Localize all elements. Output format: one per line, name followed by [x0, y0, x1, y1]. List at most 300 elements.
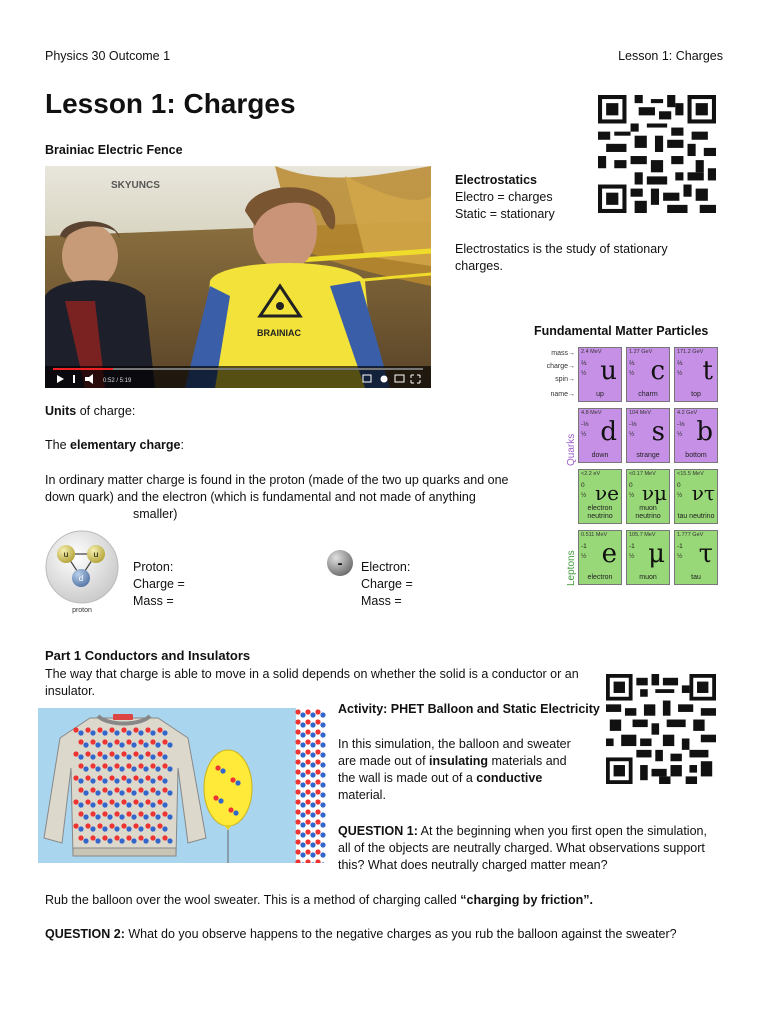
conductive-term: conductive — [476, 771, 543, 785]
sweater-positive-charge — [138, 811, 143, 816]
particle-cell-bottom — [674, 408, 718, 463]
sweater-negative-charge — [83, 742, 88, 747]
activity-line-1: In this simulation, the balloon and sweater — [338, 737, 571, 751]
row-label-name: name→ — [550, 391, 575, 398]
wall-negative-charge — [310, 812, 315, 817]
particle-spin: ½ — [629, 553, 635, 560]
particle-symbol: u — [600, 356, 617, 386]
wall-negative-charge — [300, 732, 305, 737]
proton-label: Proton: — [133, 560, 174, 574]
wall-positive-charge — [305, 769, 310, 774]
sweater-positive-charge — [97, 727, 102, 732]
sweater-negative-charge — [155, 814, 160, 819]
wall-positive-charge — [315, 769, 320, 774]
wall-negative-charge — [320, 712, 325, 717]
sweater-positive-charge — [162, 763, 167, 768]
wall-positive-charge — [315, 849, 320, 854]
particle-cell-down — [578, 408, 622, 463]
leptons-label: Leptons — [566, 550, 577, 586]
particle-mass: <15.5 MeV — [677, 471, 704, 477]
wall-positive-charge — [295, 779, 300, 784]
particle-symbol: ντ — [691, 481, 715, 505]
particle-cell-electron — [578, 530, 622, 585]
sweater-negative-charge — [107, 814, 112, 819]
sweater-positive-charge — [85, 751, 90, 756]
sweater-positive-charge — [97, 823, 102, 828]
sweater-negative-charge — [138, 826, 143, 831]
wall-negative-charge — [310, 742, 315, 747]
balloon-positive-charge — [230, 777, 235, 782]
sweater-positive-charge — [102, 739, 107, 744]
sweater-negative-charge — [126, 754, 131, 759]
particle-cell-electron-neutrino — [578, 469, 622, 524]
sweater-positive-charge — [78, 835, 83, 840]
settings-icon[interactable] — [381, 376, 388, 383]
particle-symbol: s — [651, 417, 665, 447]
wall-positive-charge — [305, 719, 310, 724]
sweater-negative-charge — [90, 826, 95, 831]
sweater-negative-charge — [143, 814, 148, 819]
wall-positive-charge — [315, 809, 320, 814]
qr-code-activity[interactable] — [606, 673, 716, 785]
sweater-negative-charge — [119, 814, 124, 819]
sweater-positive-charge — [138, 835, 143, 840]
particle-spin: ½ — [629, 370, 635, 377]
next-icon[interactable] — [73, 375, 75, 383]
sweater-negative-charge — [114, 754, 119, 759]
wall-negative-charge — [310, 832, 315, 837]
electron-symbol: - — [337, 555, 343, 572]
balloon-negative-charge — [218, 798, 223, 803]
wall-positive-charge — [305, 789, 310, 794]
wall-negative-charge — [300, 792, 305, 797]
question-1-line-3: this? What does neutrally charged matter mean? — [338, 858, 608, 872]
sweater-positive-charge — [133, 799, 138, 804]
sweater-negative-charge — [107, 838, 112, 843]
sweater-positive-charge — [90, 835, 95, 840]
wall-positive-charge — [295, 769, 300, 774]
sweater-positive-charge — [145, 727, 150, 732]
wall-negative-charge — [310, 842, 315, 847]
sweater-positive-charge — [126, 835, 131, 840]
sweater-negative-charge — [114, 802, 119, 807]
quarks-label: Quarks — [566, 433, 577, 466]
wall-negative-charge — [310, 762, 315, 767]
sweater-negative-charge — [102, 826, 107, 831]
sweater-negative-charge — [126, 778, 131, 783]
particle-charge: -1 — [677, 543, 683, 550]
balloon-negative-charge — [233, 810, 238, 815]
sweater-positive-charge — [102, 835, 107, 840]
wall-positive-charge — [295, 849, 300, 854]
sweater-positive-charge — [157, 727, 162, 732]
sweater-negative-charge — [167, 766, 172, 771]
sweater-negative-charge — [83, 766, 88, 771]
wall-positive-charge — [295, 799, 300, 804]
electrostatics-definition-1: Electrostatics is the study of stationary — [455, 242, 668, 256]
sweater-negative-charge — [150, 826, 155, 831]
particle-symbol: c — [650, 356, 665, 386]
elementary-charge-line — [45, 437, 184, 454]
sweater-positive-charge — [78, 763, 83, 768]
wall-positive-charge — [315, 709, 320, 714]
wall-positive-charge — [295, 789, 300, 794]
particle-cell-tau — [674, 530, 718, 585]
sweater-positive-charge — [138, 787, 143, 792]
particle-cell-strange — [626, 408, 670, 463]
wall-positive-charge — [315, 719, 320, 724]
wall-negative-charge — [300, 852, 305, 857]
sweater-positive-charge — [162, 835, 167, 840]
ordinary-matter-3: smaller) — [133, 507, 178, 521]
sweater-negative-charge — [114, 730, 119, 735]
sweater-positive-charge — [109, 799, 114, 804]
sweater-negative-charge — [90, 754, 95, 759]
particle-cell-up — [578, 347, 622, 402]
wall-negative-charge — [320, 802, 325, 807]
wall-negative-charge — [310, 822, 315, 827]
qr-code-top[interactable] — [598, 95, 716, 213]
sweater-positive-charge — [78, 787, 83, 792]
wall-negative-charge — [320, 832, 325, 837]
wall-negative-charge — [320, 852, 325, 857]
sweater-positive-charge — [145, 823, 150, 828]
wall-positive-charge — [295, 709, 300, 714]
wall-negative-charge — [320, 722, 325, 727]
sweater-positive-charge — [162, 787, 167, 792]
sweater-negative-charge — [138, 730, 143, 735]
sweater-positive-charge — [97, 751, 102, 756]
wall-positive-charge — [315, 799, 320, 804]
particle-mass: 105.7 MeV — [629, 532, 656, 538]
wall-positive-charge — [305, 779, 310, 784]
wall-positive-charge — [305, 829, 310, 834]
shirt-text: BRAINIAC — [257, 328, 301, 338]
wall-positive-charge — [295, 829, 300, 834]
sweater-negative-charge — [143, 766, 148, 771]
wall-positive-charge — [315, 759, 320, 764]
balloon-negative-charge — [235, 780, 240, 785]
quark-u1: u — [63, 550, 69, 559]
sweater-negative-charge — [155, 742, 160, 747]
sweater-negative-charge — [107, 790, 112, 795]
sweater-positive-charge — [109, 823, 114, 828]
sweater-positive-charge — [73, 823, 78, 828]
sweater-negative-charge — [167, 790, 172, 795]
sweater-positive-charge — [133, 751, 138, 756]
wall-negative-charge — [310, 852, 315, 857]
sweater-positive-charge — [78, 811, 83, 816]
particle-charge: -1 — [629, 543, 635, 550]
sweater-positive-charge — [121, 775, 126, 780]
particle-charge: 0 — [581, 482, 585, 489]
question-1-line-2: all of the objects are neutrally charged. What observations support — [338, 841, 705, 855]
sweater-positive-charge — [126, 787, 131, 792]
wall-negative-charge — [310, 792, 315, 797]
sweater-negative-charge — [143, 838, 148, 843]
sweater-positive-charge — [145, 751, 150, 756]
particle-charge: 0 — [629, 482, 633, 489]
particle-spin: ½ — [581, 370, 587, 377]
wall-positive-charge — [295, 739, 300, 744]
sweater-positive-charge — [133, 775, 138, 780]
particle-mass: 2.4 MeV — [581, 349, 602, 355]
sweater-negative-charge — [143, 742, 148, 747]
wall-negative-charge — [320, 822, 325, 827]
simulation-graphic — [38, 708, 330, 863]
particle-cell-top — [674, 347, 718, 402]
question-1-label: QUESTION 1: — [338, 824, 418, 838]
units-line — [45, 403, 135, 420]
wall-negative-charge — [300, 722, 305, 727]
particle-charge: ⅔ — [677, 360, 683, 367]
wall-negative-charge — [310, 782, 315, 787]
sweater-negative-charge — [131, 838, 136, 843]
sweater-negative-charge — [90, 730, 95, 735]
sweater-positive-charge — [109, 727, 114, 732]
wall-negative-charge — [300, 842, 305, 847]
wall-negative-charge — [320, 782, 325, 787]
particle-symbol: e — [601, 539, 617, 569]
sweater-positive-charge — [102, 763, 107, 768]
video-watermark: SKYUNCS — [111, 180, 160, 191]
wall-positive-charge — [305, 739, 310, 744]
wall-negative-charge — [320, 812, 325, 817]
sweater-positive-charge — [102, 787, 107, 792]
sweater-positive-charge — [157, 775, 162, 780]
sweater-negative-charge — [155, 790, 160, 795]
sweater-positive-charge — [85, 799, 90, 804]
sweater-negative-charge — [138, 778, 143, 783]
simulation-screenshot — [38, 708, 330, 863]
particle-mass: 171.2 GeV — [677, 349, 704, 355]
wall-positive-charge — [295, 729, 300, 734]
particle-symbol: b — [696, 417, 713, 447]
wall-negative-charge — [300, 802, 305, 807]
video-time: 0:52 / 5:19 — [103, 378, 132, 384]
sweater-positive-charge — [126, 763, 131, 768]
wall-negative-charge — [300, 762, 305, 767]
sweater-positive-charge — [121, 751, 126, 756]
particle-charge: ⅔ — [629, 360, 635, 367]
sweater-negative-charge — [83, 814, 88, 819]
sweater-negative-charge — [119, 838, 124, 843]
sweater-positive-charge — [85, 775, 90, 780]
sweater-negative-charge — [95, 814, 100, 819]
sweater-positive-charge — [157, 799, 162, 804]
particle-mass: 4.2 GeV — [677, 410, 698, 416]
sweater-negative-charge — [150, 730, 155, 735]
sweater-positive-charge — [162, 739, 167, 744]
sweater-positive-charge — [114, 811, 119, 816]
particle-spin: ½ — [677, 492, 683, 499]
sweater-negative-charge — [119, 790, 124, 795]
sweater-negative-charge — [131, 742, 136, 747]
question-1-line-1 — [338, 823, 707, 840]
sweater-negative-charge — [107, 766, 112, 771]
sweater-positive-charge — [109, 775, 114, 780]
proton-diagram — [45, 530, 121, 616]
sweater-positive-charge — [133, 823, 138, 828]
sweater-negative-charge — [107, 742, 112, 747]
wall-positive-charge — [305, 809, 310, 814]
wall-negative-charge — [310, 752, 315, 757]
wall-positive-charge — [315, 839, 320, 844]
sweater-negative-charge — [162, 778, 167, 783]
sweater-positive-charge — [109, 751, 114, 756]
wall-positive-charge — [295, 819, 300, 824]
sweater-negative-charge — [78, 826, 83, 831]
charging-by-friction: “charging by friction”. — [460, 893, 593, 907]
sweater-negative-charge — [138, 802, 143, 807]
sweater-negative-charge — [119, 766, 124, 771]
wall-negative-charge — [300, 812, 305, 817]
particle-name: up — [596, 391, 604, 398]
video-player[interactable] — [45, 166, 431, 388]
particle-name: bottom — [685, 452, 707, 459]
sweater-positive-charge — [97, 775, 102, 780]
proton-caption: proton — [72, 607, 92, 614]
particle-spin: ½ — [581, 492, 587, 499]
particle-charge: -⅓ — [677, 421, 685, 428]
sweater-positive-charge — [114, 835, 119, 840]
activity-line-3a: the wall is made out of a — [338, 771, 477, 785]
wall-negative-charge — [300, 712, 305, 717]
sweater-positive-charge — [114, 787, 119, 792]
balloon-positive-charge — [213, 795, 218, 800]
wall-positive-charge — [305, 839, 310, 844]
sweater-negative-charge — [167, 838, 172, 843]
sweater-positive-charge — [150, 811, 155, 816]
particle-mass: 1.27 GeV — [629, 349, 653, 355]
wall-positive-charge — [305, 729, 310, 734]
ordinary-matter-2: down quark) and the electron (which is fundamental and not made of anything — [45, 490, 476, 504]
sweater-positive-charge — [150, 763, 155, 768]
wall-positive-charge — [295, 719, 300, 724]
sweater-negative-charge — [83, 838, 88, 843]
particle-mass: 1.777 GeV — [677, 532, 704, 538]
sweater-positive-charge — [121, 799, 126, 804]
electrostatics-line2: Static = stationary — [455, 207, 555, 221]
particle-charge: -⅓ — [581, 421, 589, 428]
sweater-negative-charge — [155, 766, 160, 771]
particle-cell-muon — [626, 530, 670, 585]
sweater-positive-charge — [150, 739, 155, 744]
sweater-negative-charge — [143, 790, 148, 795]
sweater-positive-charge — [73, 751, 78, 756]
particle-mass: 4.8 MeV — [581, 410, 602, 416]
sweater-positive-charge — [114, 763, 119, 768]
sweater-positive-charge — [85, 823, 90, 828]
wall-negative-charge — [300, 822, 305, 827]
balloon-negative-charge — [220, 768, 225, 773]
sweater-negative-charge — [138, 754, 143, 759]
ordinary-matter-1: In ordinary matter charge is found in the proton (made of the two up quarks and one — [45, 473, 509, 487]
wall-positive-charge — [315, 819, 320, 824]
header-lesson: Lesson 1: Charges — [618, 49, 723, 63]
sweater-negative-charge — [119, 742, 124, 747]
wall-negative-charge — [320, 742, 325, 747]
sweater-positive-charge — [121, 823, 126, 828]
wall-negative-charge — [320, 772, 325, 777]
sweater-negative-charge — [150, 802, 155, 807]
sweater-positive-charge — [73, 727, 78, 732]
sweater-positive-charge — [90, 811, 95, 816]
sweater-negative-charge — [102, 778, 107, 783]
sweater-positive-charge — [145, 799, 150, 804]
particle-spin: ½ — [677, 431, 683, 438]
particle-name: electron neutrino — [587, 505, 613, 520]
wall-positive-charge — [295, 749, 300, 754]
sweater-positive-charge — [78, 739, 83, 744]
particle-name: tau — [691, 574, 701, 581]
particle-name: muon neutrino — [635, 505, 661, 520]
question-1-text: At the beginning when you first open the simulation, — [417, 824, 707, 838]
sweater-positive-charge — [73, 799, 78, 804]
wall-positive-charge — [315, 729, 320, 734]
sweater-negative-charge — [126, 730, 131, 735]
sweater-negative-charge — [162, 826, 167, 831]
sweater-positive-charge — [150, 787, 155, 792]
wall-negative-charge — [300, 742, 305, 747]
elem-pre: The — [45, 438, 71, 452]
proton-mass: Mass = — [133, 594, 174, 608]
sweater-negative-charge — [83, 790, 88, 795]
sweater-positive-charge — [138, 763, 143, 768]
electron-label: Electron: — [361, 560, 411, 574]
electron-charge: Charge = — [361, 577, 413, 591]
sweater-positive-charge — [133, 727, 138, 732]
sweater-positive-charge — [90, 763, 95, 768]
sweater-negative-charge — [90, 802, 95, 807]
sweater-negative-charge — [162, 802, 167, 807]
wall-negative-charge — [310, 732, 315, 737]
sweater-positive-charge — [121, 727, 126, 732]
sweater-positive-charge — [138, 739, 143, 744]
sweater-negative-charge — [155, 838, 160, 843]
sweater-positive-charge — [90, 739, 95, 744]
sweater-positive-charge — [157, 823, 162, 828]
rub-instruction — [45, 892, 593, 909]
wall-negative-charge — [320, 752, 325, 757]
sweater-negative-charge — [95, 790, 100, 795]
part1-intro-2: insulator. — [45, 684, 96, 698]
sweater-negative-charge — [167, 814, 172, 819]
sweater-negative-charge — [162, 730, 167, 735]
particle-symbol: μ — [648, 539, 665, 569]
electron-mass: Mass = — [361, 594, 402, 608]
wall-positive-charge — [305, 749, 310, 754]
sweater-negative-charge — [78, 730, 83, 735]
electrostatics-definition-2: charges. — [455, 259, 503, 273]
sweater-positive-charge — [126, 739, 131, 744]
particle-spin: ½ — [677, 553, 683, 560]
question-2 — [45, 926, 677, 943]
video-frame — [45, 166, 431, 388]
particle-name: strange — [636, 452, 660, 459]
activity-line-2a: are made out of — [338, 754, 430, 768]
particle-symbol: νe — [595, 481, 619, 505]
question-2-text: What do you observe happens to the negative charges as you rub the balloon against the sweater? — [124, 927, 677, 941]
activity-line-2b: materials and — [488, 754, 567, 768]
sweater-positive-charge — [157, 751, 162, 756]
wall-negative-charge — [300, 782, 305, 787]
elem-post: : — [180, 438, 184, 452]
wall-positive-charge — [295, 809, 300, 814]
sweater-negative-charge — [95, 742, 100, 747]
row-label-mass: mass→ — [551, 350, 575, 357]
activity-heading: Activity: PHET Balloon and Static Electricity — [338, 702, 600, 716]
